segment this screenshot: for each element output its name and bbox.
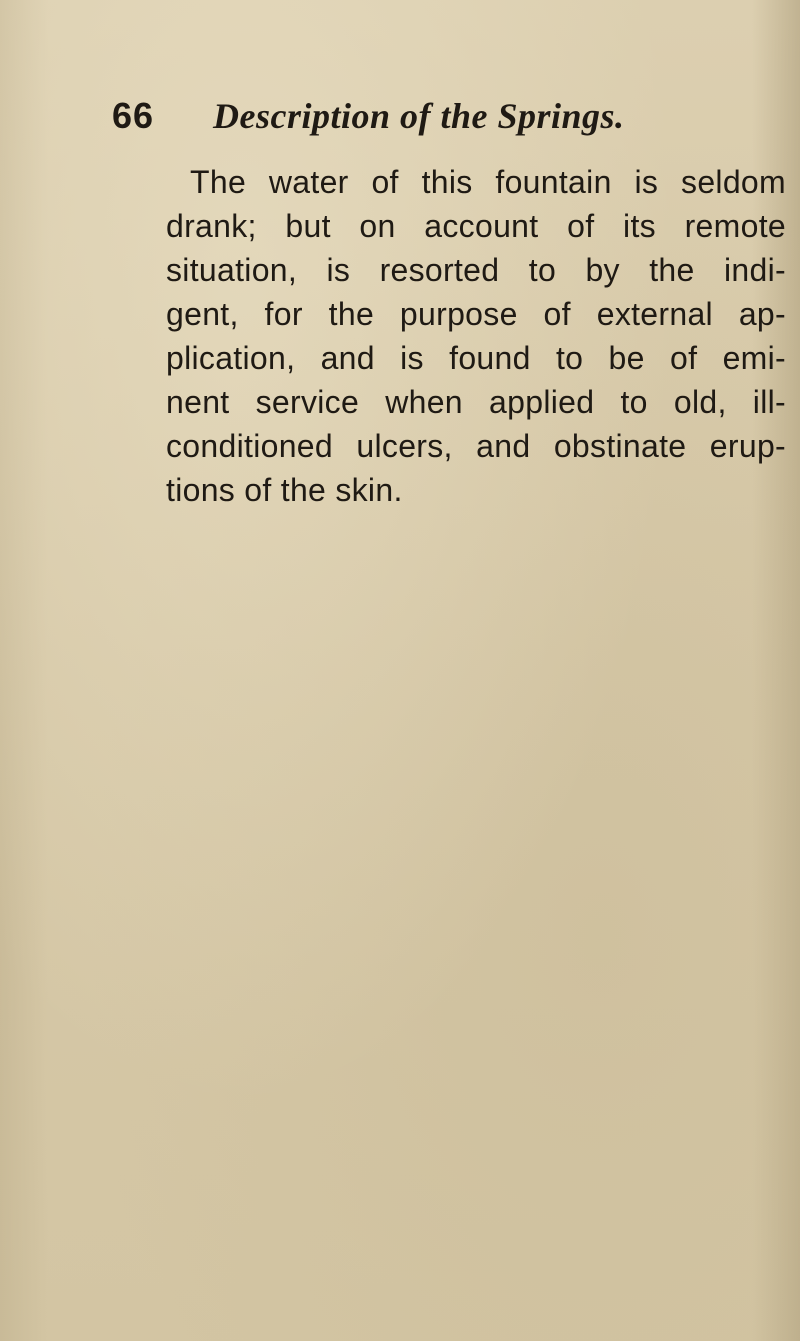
running-head [112, 92, 752, 140]
body-paragraph [166, 160, 786, 512]
text-line: tions of the skin. [166, 472, 403, 508]
text-line: drank; but on account of its remote [166, 208, 786, 244]
text-line: nent service when applied to old, ill- [166, 384, 786, 420]
text-line: gent, for the purpose of external ap- [166, 296, 786, 332]
text-line: conditioned ulcers, and obstinate erup- [166, 428, 786, 464]
text-line: situation, is resorted to by the indi- [166, 252, 786, 288]
text-line: plication, and is found to be of emi- [166, 340, 786, 376]
running-title: Description of the Springs. [213, 96, 625, 136]
page-number: 66 [112, 95, 155, 136]
text-line: The water of this fountain is seldom [190, 164, 786, 200]
